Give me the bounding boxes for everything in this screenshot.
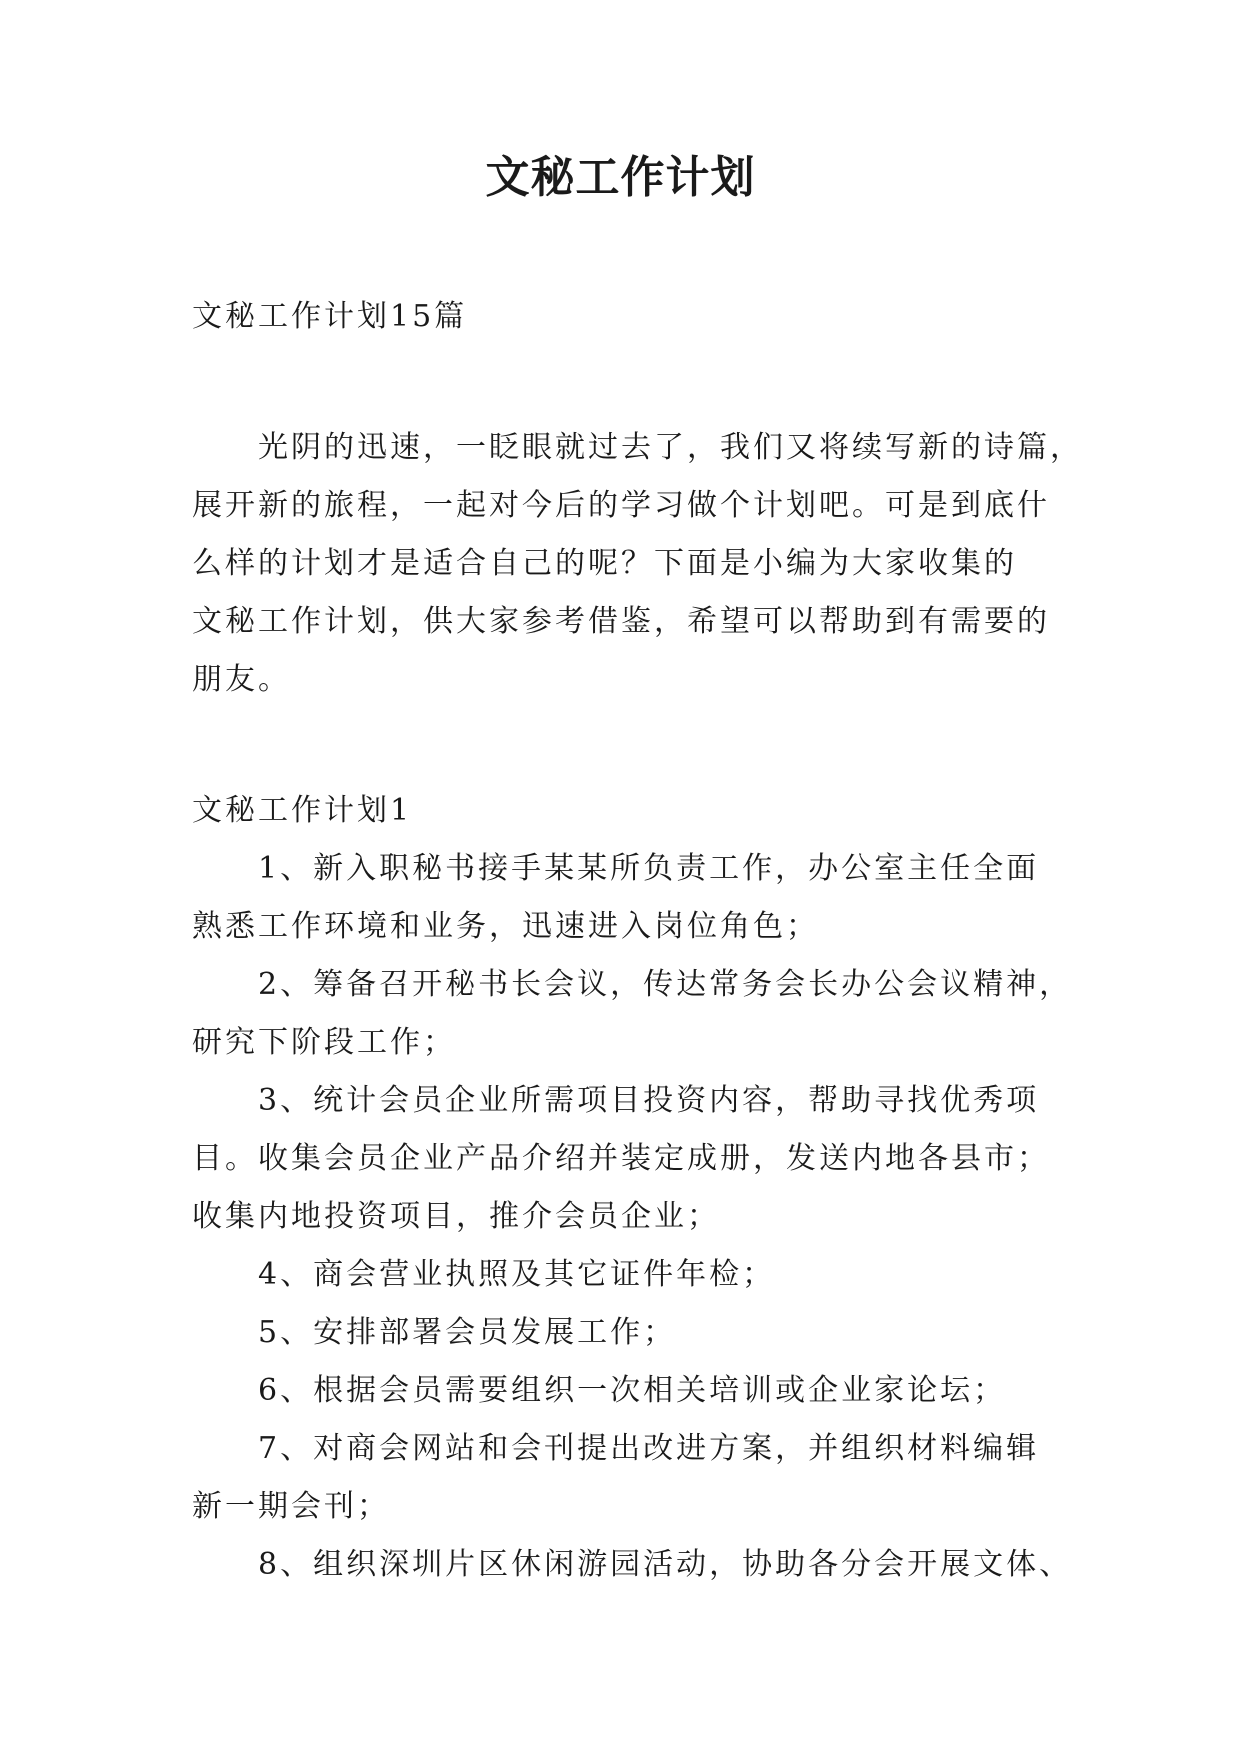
list-item-continuation: 新一期会刊； (192, 1489, 390, 1524)
list-item: 8、组织深圳片区休闲游园活动，协助各分会开展文体、 (258, 1547, 1073, 1582)
list-item-continuation: 熟悉工作环境和业务，迅速进入岗位角色； (192, 909, 819, 944)
paragraph-line: 光阴的迅速，一眨眼就过去了，我们又将续写新的诗篇， (258, 430, 1083, 465)
list-item: 5、安排部署会员发展工作； (258, 1315, 677, 1350)
list-item-continuation: 收集内地投资项目，推介会员企业； (192, 1199, 720, 1234)
section-list (192, 840, 1073, 1594)
list-item-continuation: 研究下阶段工作； (192, 1025, 456, 1060)
document-subtitle: 文秘工作计划15篇 (192, 299, 468, 334)
list-item: 4、商会营业执照及其它证件年检； (258, 1257, 776, 1292)
intro-paragraph (192, 419, 1083, 709)
list-item-continuation: 目。收集会员企业产品介绍并装定成册，发送内地各县市； (192, 1141, 1050, 1176)
spacer (192, 709, 1062, 782)
section-heading: 文秘工作计划1 (192, 793, 413, 828)
paragraph-line: 么样的计划才是适合自己的呢？下面是小编为大家收集的 (192, 546, 1017, 581)
document-body (192, 288, 1083, 1594)
paragraph-line: 文秘工作计划，供大家参考借鉴，希望可以帮助到有需要的 (192, 604, 1050, 639)
list-item: 1、新入职秘书接手某某所负责工作，办公室主任全面 (258, 851, 1040, 886)
list-item: 3、统计会员企业所需项目投资内容，帮助寻找优秀项 (258, 1083, 1040, 1118)
document-title: 文秘工作计划 (485, 152, 756, 203)
list-item: 7、对商会网站和会刊提出改进方案，并组织材料编辑 (258, 1431, 1040, 1466)
paragraph-line: 展开新的旅程，一起对今后的学习做个计划吧。可是到底什 (192, 488, 1050, 523)
list-item: 6、根据会员需要组织一次相关培训或企业家论坛； (258, 1373, 1007, 1408)
spacer (192, 346, 1062, 419)
paragraph-line: 朋友。 (192, 662, 291, 697)
list-item: 2、筹备召开秘书长会议，传达常务会长办公会议精神， (258, 967, 1073, 1002)
